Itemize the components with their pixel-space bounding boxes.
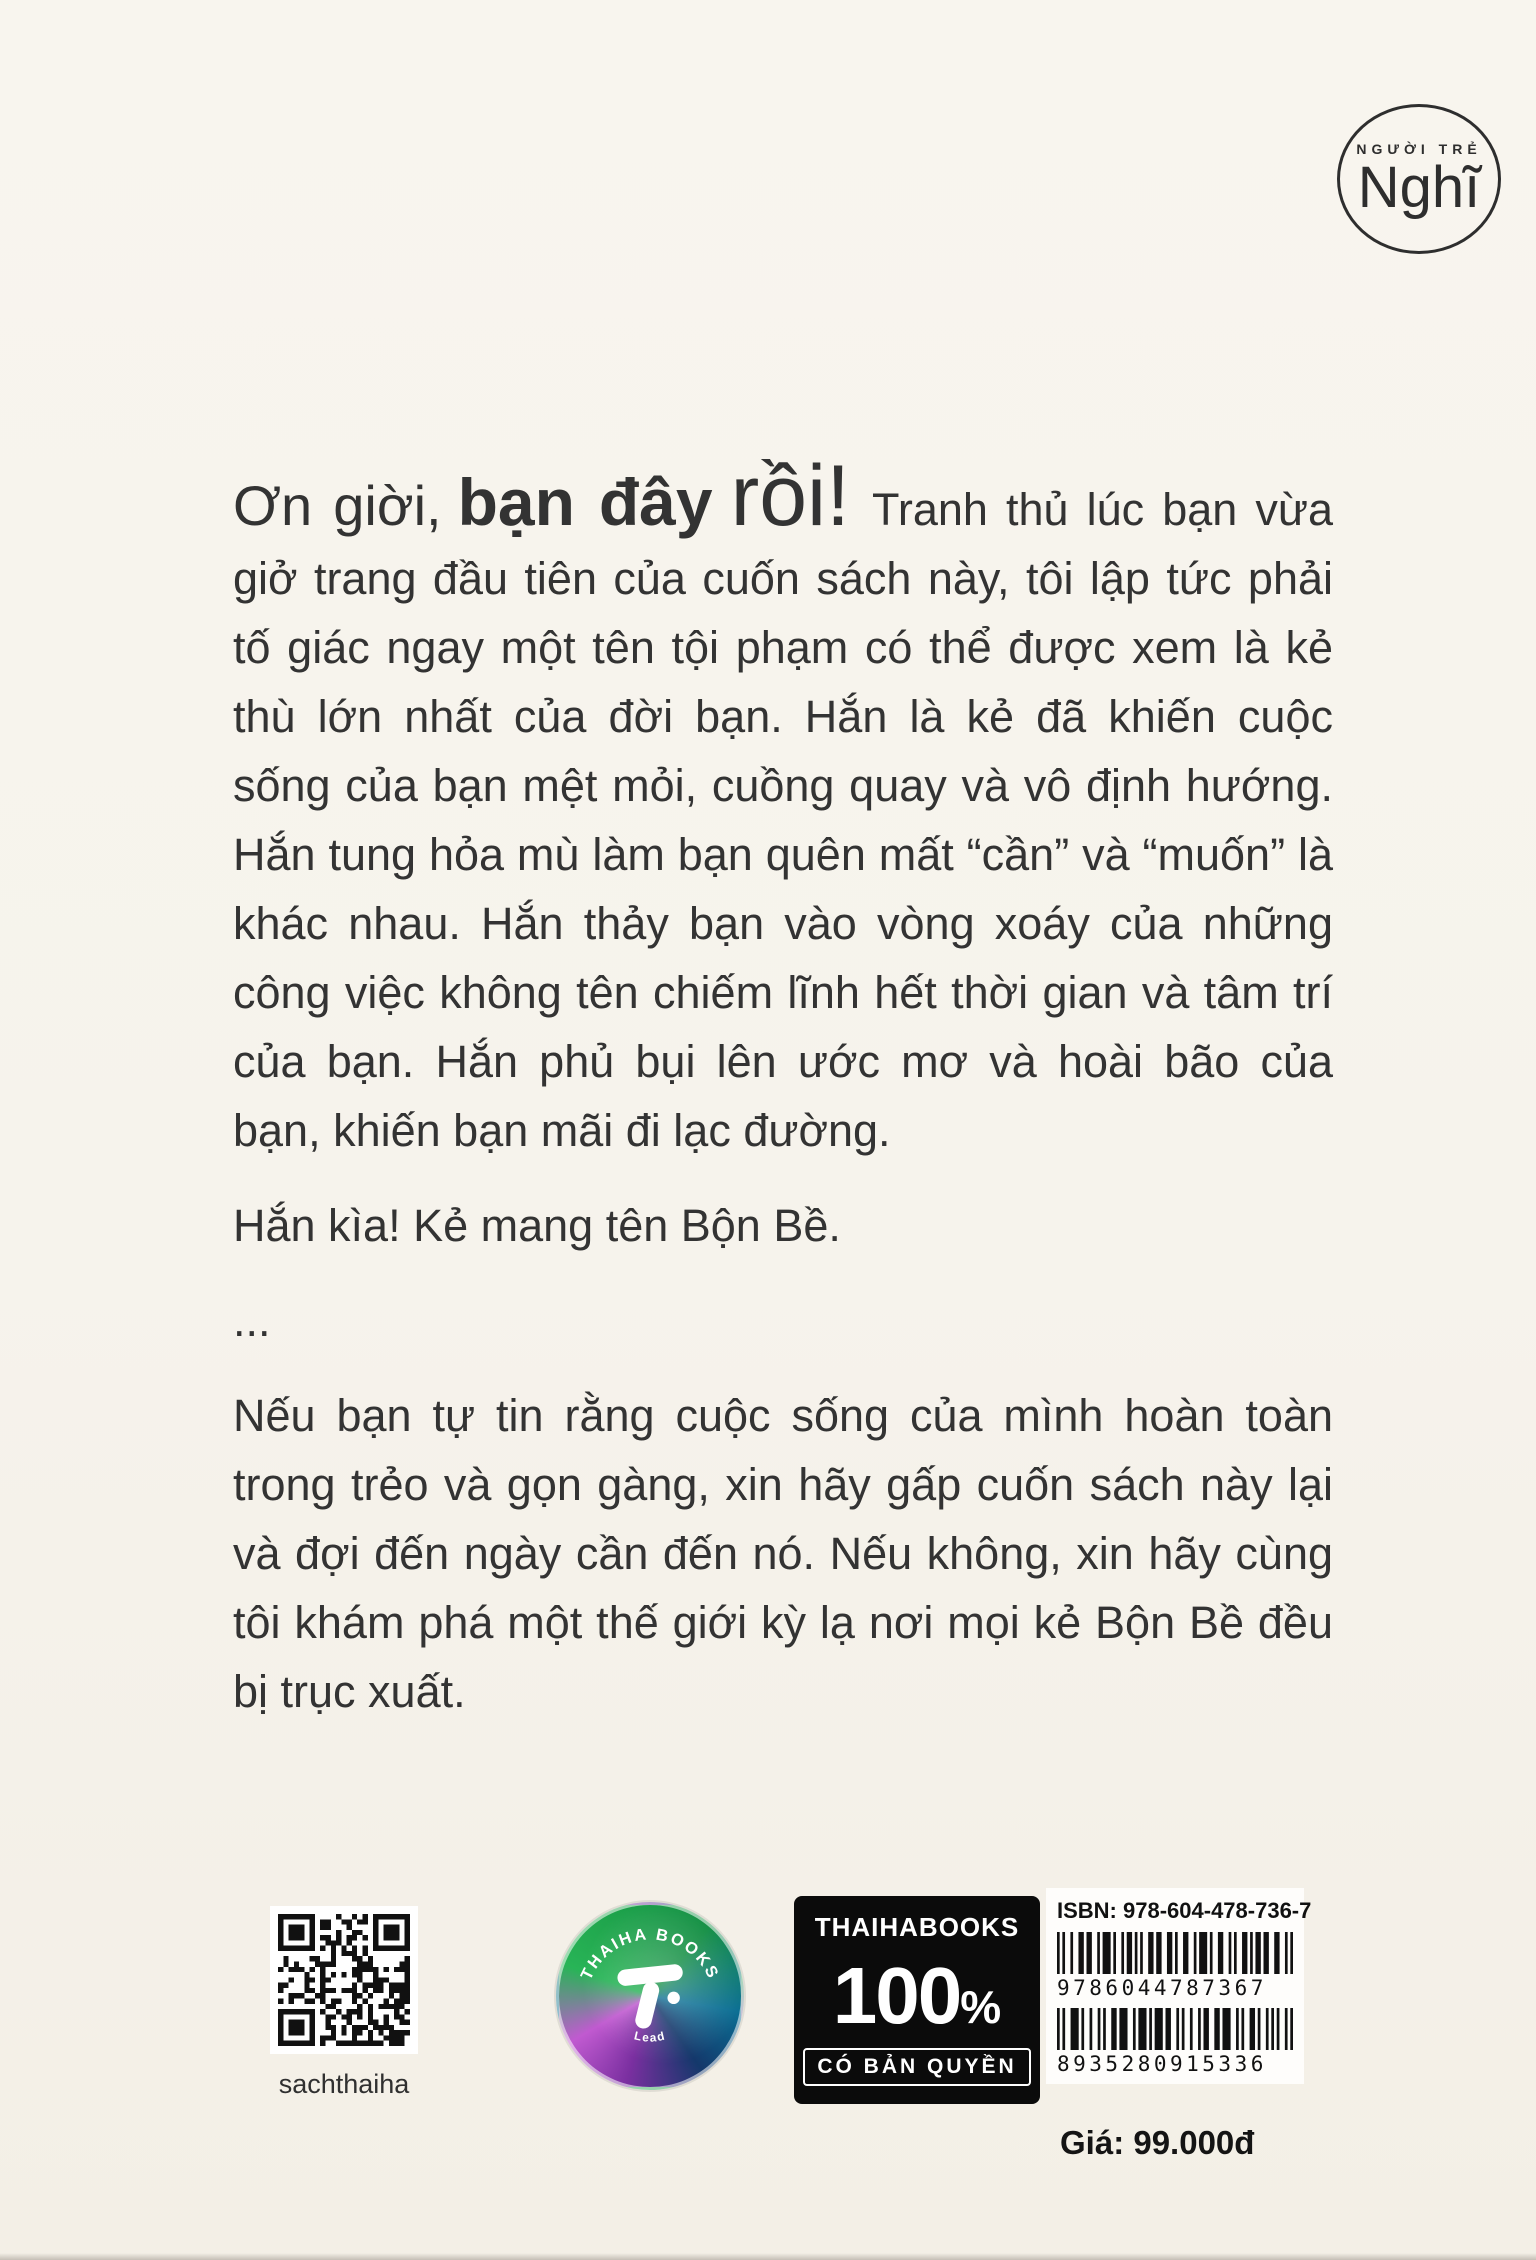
qr-block (264, 1906, 424, 2100)
qr-caption: sachthaiha (278, 2069, 410, 2099)
qr-code-icon (278, 1914, 410, 2046)
barcode-2-icon (1057, 2008, 1293, 2050)
badge-brand: THAIHABOOKS (814, 1912, 1020, 1942)
hologram-sticker-art (559, 1905, 741, 2087)
price-label: Giá: 99.000đ (1060, 2124, 1255, 2161)
nguoi-tre-nghi-logo (1337, 104, 1501, 254)
logo-main-text: Nghĩ (1357, 155, 1481, 220)
isbn-label: ISBN: 978-604-478-736-7 (1057, 1898, 1312, 1923)
svg-text:Lead (633, 2028, 667, 2044)
hologram-sticker (556, 1902, 744, 2090)
badge-license: CÓ BẢN QUYỀN (803, 2048, 1030, 2086)
barcode-1-digits: 9786044787367 (1057, 1976, 1267, 2000)
opening-phrase-3: rồi! (730, 448, 851, 544)
barcode-2-digits: 8935280915336 (1057, 2052, 1267, 2076)
paragraph-2: Hắn kìa! Kẻ mang tên Bộn Bề. (233, 1200, 841, 1251)
badge-percent-number: 100 (832, 1950, 961, 2040)
copyright-badge (794, 1896, 1040, 2104)
logo-top-text: NGƯỜI TRẺ (1356, 141, 1482, 157)
paragraph-ellipsis: ... (233, 1295, 271, 1346)
sticker-bottom-text: Lead (632, 2028, 668, 2045)
paragraph-1-text: Tranh thủ lúc bạn vừa giở trang đầu tiên của cuốn sách này, tôi lập tức phải tố giác ngay một tên tội phạm có thể được xem là kẻ thù lớn nhất của đời bạn. Hắn là kẻ đã khiến cuộc sống của bạn mệt mỏi, cuồng quay và vô định hướng. Hắn tung hỏa mù làm bạn quên mất “cần” và “muốn” là khác nhau. Hắn thảy bạn vào vòng xoáy của những công việc không tên chiếm lĩnh hết thời gian và tâm trí của bạn. Hắn phủ bụi lên ước mơ và hoài bão của bạn, khiến bạn mãi đi lạc đường. (233, 484, 1333, 1156)
badge-percent (832, 1950, 1002, 2040)
barcode-2 (1057, 2008, 1293, 2076)
back-cover-text (233, 448, 1333, 1752)
scan-edge-shadow (0, 2253, 1536, 2260)
thaiha-logo-icon (617, 1963, 684, 2030)
opening-phrase-1: Ơn giời, (233, 474, 442, 537)
opening-phrase-2: bạn đây (457, 465, 713, 539)
barcode-1 (1057, 1932, 1293, 2000)
badge-percent-sign: % (960, 1980, 1002, 2033)
paragraph-intro (233, 448, 1333, 1165)
footer (0, 1880, 1536, 2210)
paragraph-4: Nếu bạn tự tin rằng cuộc sống của mình hoàn toàn trong trẻo và gọn gàng, xin hãy gấp cuốn sách này lại và đợi đến ngày cần đến nó. Nếu không, xin hãy cùng tôi khám phá một thế giới kỳ lạ nơi mọi kẻ Bộn Bề đều bị trục xuất. (233, 1390, 1333, 1717)
qr-code (270, 1906, 418, 2054)
isbn-panel (1046, 1888, 1312, 2084)
barcode-1-icon (1057, 1932, 1293, 1974)
sticker-arc-text: THAIHA BOOKS (577, 1925, 723, 1983)
